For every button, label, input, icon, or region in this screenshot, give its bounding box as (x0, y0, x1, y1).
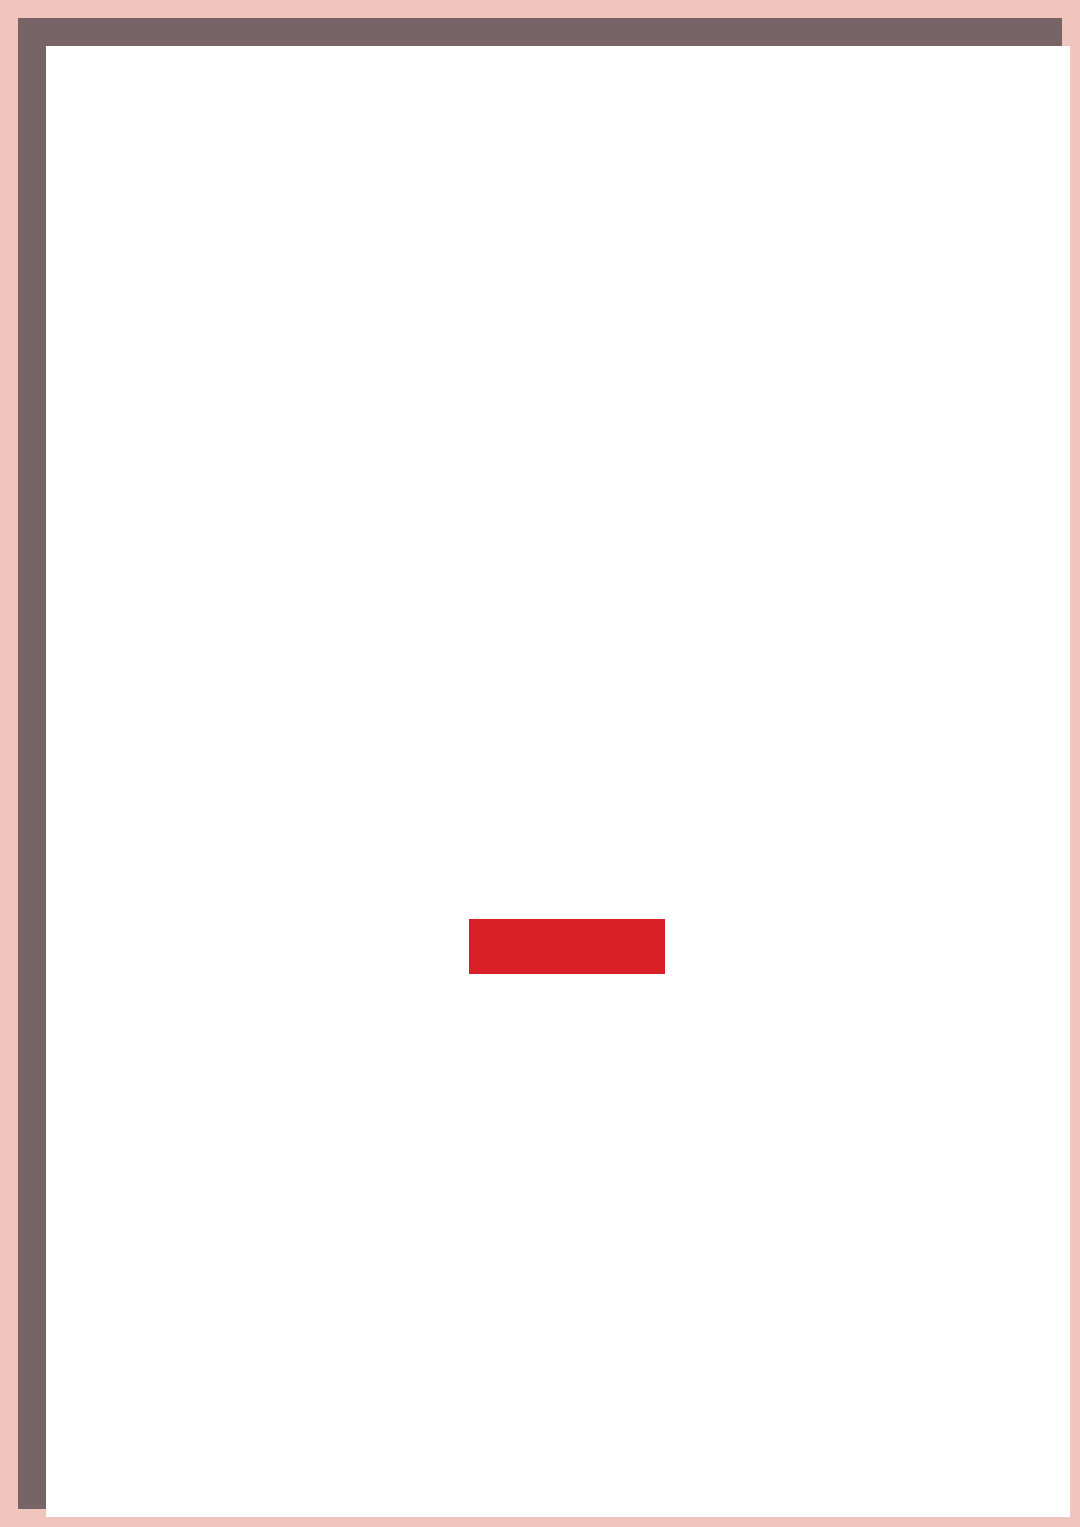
page-frame (18, 18, 1062, 1509)
document-page (46, 46, 1070, 1517)
section-heading (469, 919, 665, 974)
